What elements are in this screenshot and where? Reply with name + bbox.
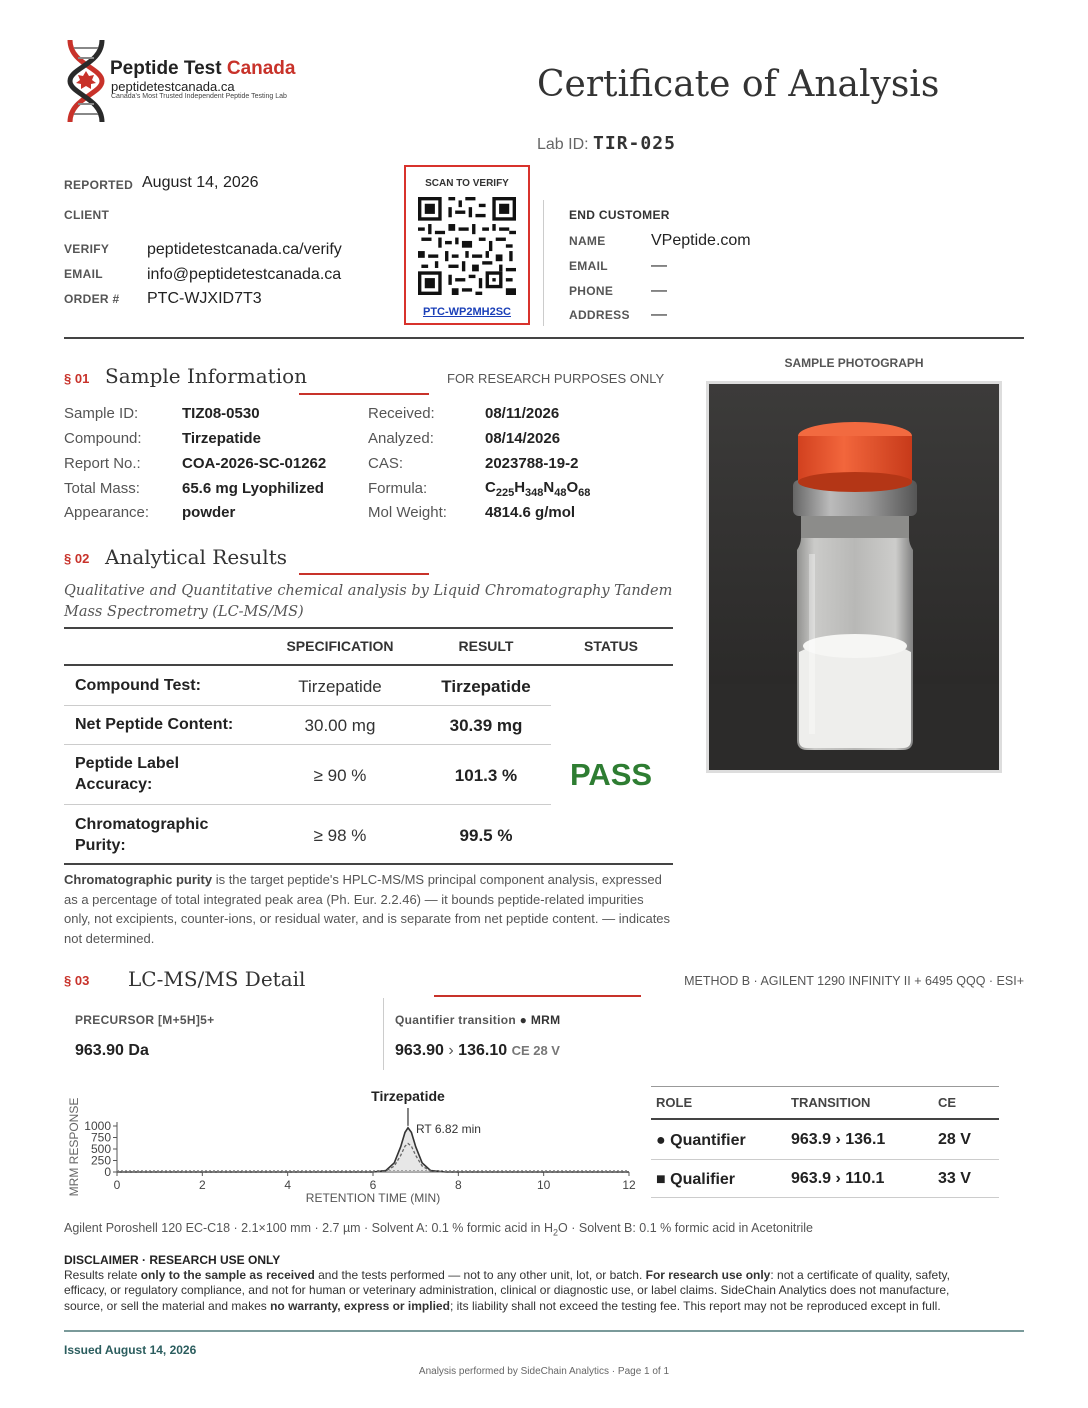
total-mass: 65.6 mg Lyophilized xyxy=(182,480,324,497)
disclaimer-bold: no warranty, express or implied xyxy=(270,1298,450,1313)
quantifier-label-text: Quantifier transition xyxy=(395,1013,516,1027)
quantifier-label xyxy=(395,1013,560,1027)
formula-n: N xyxy=(543,479,555,496)
section-1-number: § 01 xyxy=(64,371,90,386)
x-tick-label: 4 xyxy=(284,1178,292,1192)
formula-label: Formula: xyxy=(368,480,428,497)
customer-name: VPeptide.com xyxy=(651,232,751,249)
detail-divider-vertical xyxy=(383,998,384,1070)
section-3-number: § 03 xyxy=(64,973,90,988)
result-header: RESULT xyxy=(458,638,514,654)
quantifier-trace xyxy=(117,1128,629,1172)
brand-name xyxy=(110,58,295,80)
transition-header-rule xyxy=(651,1118,999,1120)
quantifier-mode: MRM xyxy=(530,1013,561,1027)
received-label: Received: xyxy=(368,405,435,422)
order-label: ORDER # xyxy=(64,292,120,306)
result-row-name: Net Peptide Content: xyxy=(75,716,234,733)
lab-id-label: Lab ID: xyxy=(537,136,589,153)
qualifier-row-ce: 33 V xyxy=(938,1170,971,1187)
customer-address-label: ADDRESS xyxy=(569,308,630,322)
results-bottom-rule xyxy=(64,863,673,865)
qualifier-trace xyxy=(117,1144,629,1173)
qualifier-role: Qualifier xyxy=(670,1171,736,1188)
y-tick-label: 250 xyxy=(90,1153,111,1168)
disclaimer-heading: DISCLAIMER · RESEARCH USE ONLY xyxy=(64,1253,281,1267)
formula-n-count: 48 xyxy=(554,487,567,499)
photo-caption: SAMPLE PHOTOGRAPH xyxy=(784,356,924,370)
transition-row-divider xyxy=(651,1159,999,1160)
result-row-result: 99.5 % xyxy=(459,826,513,845)
row-divider xyxy=(64,744,551,745)
molecular-formula xyxy=(485,479,590,499)
section-1-underline xyxy=(299,393,429,395)
column-conditions-b: O · Solvent B: 0.1 % formic acid in Acetonitrile xyxy=(558,1221,813,1235)
disclaimer-part: Results relate xyxy=(64,1268,141,1282)
chart-title: Tirzepatide xyxy=(371,1088,445,1104)
brand-tagline: Canada's Most Trusted Independent Peptide Testing Lab xyxy=(111,93,287,100)
document-title: Certificate of Analysis xyxy=(537,64,940,105)
role-header: ROLE xyxy=(656,1095,693,1110)
verify-url[interactable]: peptidetestcanada.ca/verify xyxy=(147,241,342,258)
disclaimer-bold: For research use only xyxy=(645,1268,771,1282)
lab-id-value: TIR-025 xyxy=(593,133,676,154)
client-label: CLIENT xyxy=(64,208,110,222)
quantifier-dot-icon: ● xyxy=(519,1013,528,1027)
rt-annotation: RT 6.82 min xyxy=(415,1122,481,1136)
purity-footnote-text: is the target peptide's HPLC-MS/MS principal component analysis, expressed as a percentage of total integrated peak area (Ph. Eur. 2.2.46) — it bounds peptide-related impurities only, not excipients, counter-ions, or residual water, and is separate from net peptide content. — indicates not determined. xyxy=(64,872,671,946)
quantifier-dot-icon: ● xyxy=(656,1132,666,1149)
column-conditions-sub: 2 xyxy=(553,1227,559,1238)
cas-label: CAS: xyxy=(368,455,404,472)
transition-header: TRANSITION xyxy=(791,1095,871,1110)
sample-id: TIZ08-0530 xyxy=(182,405,260,422)
y-tick-label: 0 xyxy=(104,1165,111,1179)
disclaimer-part: : not a certificate of quality, safety, efficacy, or regulatory compliance, and not for human or veterinary administration, clinical or diagnostic use, or label claims. SideChain Analytics does not manufacture, source, or sell the material and makes xyxy=(64,1268,951,1313)
analyzed-date: 08/14/2026 xyxy=(485,430,561,447)
row-divider xyxy=(64,804,551,805)
formula-c-count: 225 xyxy=(495,487,515,499)
end-customer-heading: END CUSTOMER xyxy=(569,208,670,222)
x-tick-label: 6 xyxy=(369,1178,377,1192)
quantifier-row-ce: 28 V xyxy=(938,1131,971,1148)
customer-address: — xyxy=(651,306,667,323)
x-tick-label: 8 xyxy=(454,1178,462,1192)
results-header-rule xyxy=(64,664,673,666)
brand-name-accent: Canada xyxy=(226,58,296,79)
y-tick-label: 750 xyxy=(90,1130,111,1145)
formula-h-count: 348 xyxy=(525,487,544,499)
y-axis-label: MRM RESPONSE xyxy=(67,1097,81,1197)
footer-rule xyxy=(64,1330,1024,1332)
spec-header: SPECIFICATION xyxy=(286,638,394,654)
purity-footnote-term: Chromatographic purity xyxy=(64,872,213,887)
result-row-spec: Tirzepatide xyxy=(298,677,382,696)
sample-photograph xyxy=(706,381,1002,773)
compound-label: Compound: xyxy=(64,430,142,447)
section-2-number: § 02 xyxy=(64,551,90,566)
section-2-title: Analytical Results xyxy=(105,545,287,569)
result-row-spec: ≥ 98 % xyxy=(313,826,367,845)
disclaimer-part: and the tests performed — not to any other unit, lot, or batch. xyxy=(314,1268,646,1282)
analysis-method: Qualitative and Quantitative chemical analysis by Liquid Chromatography Tandem Mass Spectrometry (LC-MS/MS) xyxy=(64,583,673,620)
brand-logo xyxy=(64,38,108,124)
x-axis-label: RETENTION TIME (MIN) xyxy=(305,1191,441,1205)
vial-photo-image xyxy=(709,384,999,770)
dna-helix-icon xyxy=(64,38,108,124)
result-row-result: Tirzepatide xyxy=(441,677,531,696)
section-2-underline xyxy=(299,573,429,575)
appearance-label: Appearance: xyxy=(64,504,150,521)
quantifier-row-transition: 963.9 › 136.1 xyxy=(791,1131,886,1148)
qr-code-icon xyxy=(418,197,516,295)
section-1-title: Sample Information xyxy=(105,364,308,388)
qr-verify-code[interactable]: PTC-WP2MH2SC xyxy=(422,306,511,318)
header-rule xyxy=(64,337,1024,339)
transition-table-bottom-rule xyxy=(651,1197,999,1198)
research-note: FOR RESEARCH PURPOSES ONLY xyxy=(447,371,665,386)
total-mass-label: Total Mass: xyxy=(64,480,140,497)
client-email[interactable]: info@peptidetestcanada.ca xyxy=(147,266,342,283)
disclaimer-text xyxy=(64,1268,988,1314)
appearance: powder xyxy=(182,504,236,521)
mol-weight-label: Mol Weight: xyxy=(368,504,447,521)
customer-email: — xyxy=(651,257,667,274)
quantifier-peak-fill xyxy=(117,1128,629,1172)
quantifier-ce: CE 28 V xyxy=(511,1043,560,1058)
section-3-underline xyxy=(434,995,641,997)
precursor-mass: 963.90 Da xyxy=(75,1042,149,1059)
qr-heading: SCAN TO VERIFY xyxy=(425,178,509,189)
report-no: COA-2026-SC-01262 xyxy=(182,455,327,472)
header-divider-vertical xyxy=(543,200,544,326)
result-row-name: Peptide Label Accuracy: xyxy=(75,755,180,793)
y-tick-label: 500 xyxy=(90,1142,111,1156)
lcms-method: METHOD B · AGILENT 1290 INFINITY II + 6495 QQQ · ESI+ xyxy=(684,974,1024,988)
qr-verify-box[interactable] xyxy=(404,165,530,325)
x-tick-label: 2 xyxy=(198,1178,206,1192)
brand-name-main: Peptide Test xyxy=(110,58,227,79)
results-top-rule xyxy=(64,627,673,629)
precursor-label: PRECURSOR [M+5H]5+ xyxy=(75,1013,215,1027)
analyzed-label: Analyzed: xyxy=(368,430,434,447)
row-divider xyxy=(64,705,551,706)
quantifier-from: 963.90 xyxy=(395,1042,444,1059)
mol-weight: 4814.6 g/mol xyxy=(485,504,576,521)
pass-status: PASS xyxy=(569,757,653,792)
verify-label: VERIFY xyxy=(64,242,110,256)
brand-url: peptidetestcanada.ca xyxy=(111,79,235,94)
formula-c: C xyxy=(485,479,496,496)
order-number: PTC-WJXID7T3 xyxy=(147,290,262,307)
result-row-name: Chromatographic Purity: xyxy=(75,816,209,854)
qualifier-row-role xyxy=(656,1171,735,1189)
column-conditions xyxy=(64,1221,813,1238)
compound: Tirzepatide xyxy=(182,430,261,447)
y-tick-label: 1000 xyxy=(84,1119,111,1133)
sample-id-label: Sample ID: xyxy=(64,405,139,422)
ce-header: CE xyxy=(938,1095,957,1110)
result-row-spec: 30.00 mg xyxy=(304,716,376,735)
x-tick-label: 12 xyxy=(622,1178,636,1192)
qualifier-row-transition: 963.9 › 110.1 xyxy=(791,1170,885,1187)
chromatogram-chart xyxy=(60,1082,650,1212)
client-email-label: EMAIL xyxy=(64,267,103,281)
x-tick-label: 0 xyxy=(113,1178,121,1192)
customer-name-label: NAME xyxy=(569,234,606,248)
customer-phone: — xyxy=(651,282,667,299)
quantifier-to: 136.10 xyxy=(458,1042,508,1059)
formula-o-count: 68 xyxy=(578,487,591,499)
cas-number: 2023788-19-2 xyxy=(485,455,579,472)
issued-date: Issued August 14, 2026 xyxy=(64,1343,197,1357)
reported-label: REPORTED xyxy=(64,178,134,192)
quantifier-transition xyxy=(395,1042,560,1060)
section-3-title: LC-MS/MS Detail xyxy=(128,967,306,991)
result-row-spec: ≥ 90 % xyxy=(313,766,367,785)
result-row-result: 101.3 % xyxy=(454,766,518,785)
column-conditions-a: Agilent Poroshell 120 EC-C18 · 2.1×100 mm · 2.7 µm · Solvent A: 0.1 % formic acid in H xyxy=(64,1221,554,1235)
status-header: STATUS xyxy=(584,638,638,654)
disclaimer-part: ; its liability shall not exceed the testing fee. This report may not be reproduced except in full. xyxy=(449,1298,941,1313)
disclaimer-bold: only to the sample as received xyxy=(140,1268,315,1282)
formula-h: H xyxy=(514,479,526,496)
reported-date: August 14, 2026 xyxy=(142,174,259,191)
quantifier-row-role xyxy=(656,1132,746,1150)
transition-arrow-icon: › xyxy=(448,1042,454,1059)
x-tick-label: 10 xyxy=(536,1178,551,1192)
customer-phone-label: PHONE xyxy=(569,284,614,298)
quantifier-role: Quantifier xyxy=(670,1132,746,1149)
purity-footnote xyxy=(64,870,672,948)
formula-o: O xyxy=(566,479,579,496)
customer-email-label: EMAIL xyxy=(569,259,608,273)
result-row-result: 30.39 mg xyxy=(449,716,523,735)
lab-id xyxy=(537,133,676,154)
qualifier-square-icon: ■ xyxy=(656,1171,666,1188)
received-date: 08/11/2026 xyxy=(485,405,560,422)
transition-table-top-rule xyxy=(651,1086,999,1087)
performed-by: Analysis performed by SideChain Analytics · Page 1 of 1 xyxy=(418,1366,670,1377)
result-row-name: Compound Test: xyxy=(75,677,201,694)
report-no-label: Report No.: xyxy=(64,455,141,472)
